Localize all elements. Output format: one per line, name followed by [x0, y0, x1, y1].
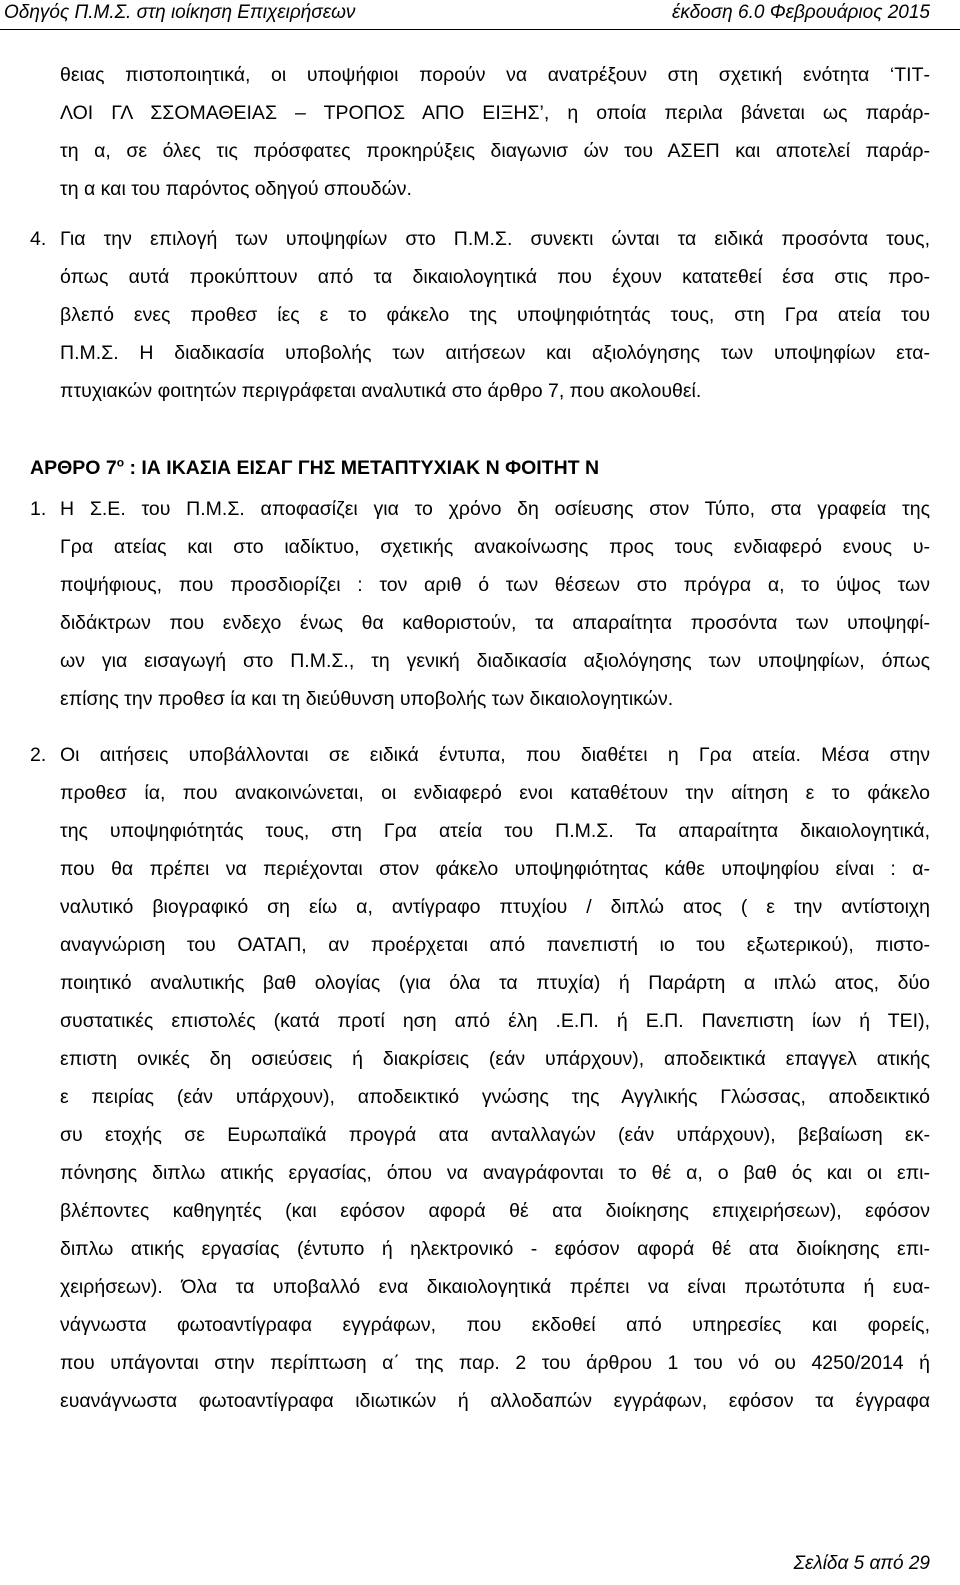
list-item-4 [30, 220, 930, 410]
text-line: ποιητικό αναλυτικής βαθ ολογίας (για όλα τα πτυχία) ή Παράρτη α ιπλώ ατος, δύο [60, 972, 930, 994]
text-line: ΛΟΙ ΓΛ ΣΣΟΜΑΘΕΙΑΣ – ΤΡΟΠΟΣ ΑΠΟ ΕΙΞΗΣ’, η οποία περιλα βάνεται ως παράρ- [60, 102, 930, 124]
text-line: χειρήσεων). Όλα τα υποβαλλό ενα δικαιολογητικά πρέπει να είναι πρωτότυπα ή ευα- [60, 1276, 930, 1298]
list-number: 1. [30, 498, 47, 520]
heading-article-number: ΑΡΘΡΟ 7 [30, 457, 117, 479]
text-line: που υπάγονται στην περίπτωση α΄ της παρ. 2 του άρθρου 1 του νό ου 4250/2014 ή [60, 1352, 930, 1374]
text-line: βλεπό ενες προθεσ ίες ε το φάκελο της υποψηφιότητάς τους, στη Γρα ατεία του [60, 304, 930, 326]
text-line: βλέποντες καθηγητές (και εφόσον αφορά θέ ατα διοίκησης επιχειρήσεων), εφόσον [60, 1200, 930, 1222]
text-line: Για την επιλογή των υποψηφίων στο Π.Μ.Σ. συνεκτι ώνται τα ειδικά προσόντα τους, [60, 228, 930, 250]
intro-paragraph [30, 56, 930, 208]
text-line: Π.Μ.Σ. Η διαδικασία υποβολής των αιτήσεων και αξιολόγησης των υποψηφίων ετα- [60, 342, 930, 364]
text-line: συ ετοχής σε Ευρωπαϊκά προγρά ατα ανταλλαγών (εάν υπάρχουν), βεβαίωση εκ- [60, 1124, 930, 1146]
text-line: νάγνωστα φωτοαντίγραφα εγγράφων, που εκδοθεί από υπηρεσίες και φορείς, [60, 1314, 930, 1336]
text-line: διδάκτρων που ενδεχο ένως θα καθοριστούν, τα απαραίτητα προσόντα των υποψηφί- [60, 612, 930, 634]
header-document-title: Οδηγός Π.Μ.Σ. στη ιοίκηση Επιχειρήσεων [4, 2, 356, 23]
heading-superscript: ο [116, 455, 125, 470]
list-item-1 [30, 490, 930, 718]
list-item-2 [30, 736, 930, 1420]
text-line: συστατικές επιστολές (κατά προτί ηση από έλη .Ε.Π. ή Ε.Π. Πανεπιστη ίων ή ΤΕΙ), [60, 1010, 930, 1032]
text-line: αναγνώριση του ΟΑΤΑΠ, αν προέρχεται από πανεπιστή ιο του εξωτερικού), πιστο- [60, 934, 930, 956]
heading-title: : ΙΑ ΙΚΑΣΙΑ ΕΙΣΑΓ ΓΗΣ ΜΕΤΑΠΤΥΧΙΑΚ Ν ΦΟΙΤΗΤ Ν [129, 457, 600, 479]
text-line: ων για εισαγωγή στο Π.Μ.Σ., τη γενική διαδικασία αξιολόγησης των υποψηφίων, όπως [60, 650, 930, 672]
list-number: 2. [30, 744, 47, 766]
list-number: 4. [30, 228, 47, 250]
text-line: ποψήφιους, που προσδιορίζει : τον αριθ ό των θέσεων στο πρόγρα α, το ύψος των [60, 574, 930, 596]
text-line: ε πειρίας (εάν υπάρχουν), αποδεικτικό γνώσης της Αγγλικής Γλώσσας, αποδεικτικό [60, 1086, 930, 1108]
text-line: ναλυτικό βιογραφικό ση είω α, αντίγραφο πτυχίου / διπλώ ατος ( ε την αντίστοιχη [60, 896, 930, 918]
text-line: Η Σ.Ε. του Π.Μ.Σ. αποφασίζει για το χρόνο δη οσίευσης στον Τύπο, στα γραφεία της [60, 498, 930, 520]
text-line: θειας πιστοποιητικά, οι υποψήφιοι πορούν να ανατρέξουν στη σχετική ενότητα ‘ΤΙΤ- [60, 64, 930, 86]
page-number: Σελίδα 5 από 29 [793, 1553, 930, 1574]
text-line: ευανάγνωστα φωτοαντίγραφα ιδιωτικών ή αλλοδαπών εγγράφων, εφόσον τα έγγραφα [60, 1390, 930, 1412]
text-line: που θα πρέπει να περιέχονται στον φάκελο υποψηφιότητας κάθε υποψηφίου είναι : α- [60, 858, 930, 880]
text-line: διπλω ατικής εργασίας (έντυπο ή ηλεκτρονικό - εφόσον αφορά θέ ατα διοίκησης επι- [60, 1238, 930, 1260]
header-edition: έκδοση 6.0 Φεβρουάριος 2015 [671, 2, 930, 23]
text-line: τη α, σε όλες τις πρόσφατες προκηρύξεις διαγωνισ ών του ΑΣΕΠ και αποτελεί παράρ- [60, 140, 930, 162]
text-line: τη α και του παρόντος οδηγού σπουδών. [60, 178, 412, 200]
text-line: προθεσ ία, που ανακοινώνεται, οι ενδιαφερό ενοι καταθέτουν την αίτηση ε το φάκελο [60, 782, 930, 804]
article-heading [30, 449, 930, 487]
text-line: επίσης την προθεσ ία και τη διεύθυνση υποβολής των δικαιολογητικών. [60, 688, 674, 710]
text-line: πόνησης διπλω ατικής εργασίας, όπου να αναγράφονται το θέ α, ο βαθ ός και οι επι- [60, 1162, 930, 1184]
text-line: Οι αιτήσεις υποβάλλονται σε ειδικά έντυπα, που διαθέτει η Γρα ατεία. Μέσα στην [60, 744, 930, 766]
text-line: πτυχιακών φοιτητών περιγράφεται αναλυτικά στο άρθρο 7, που ακολουθεί. [60, 380, 702, 402]
page-header [0, 0, 960, 30]
text-line: όπως αυτά προκύπτουν από τα δικαιολογητικά που έχουν κατατεθεί έσα στις προ- [60, 266, 930, 288]
document-body [30, 56, 930, 1420]
text-line: επιστη ονικές δη οσιεύσεις ή διακρίσεις (εάν υπάρχουν), αποδεικτικά επαγγελ ατικής [60, 1048, 930, 1070]
text-line: Γρα ατείας και στο ιαδίκτυο, σχετικής ανακοίνωσης προς τους ενδιαφερό ενους υ- [60, 536, 930, 558]
text-line: της υποψηφιότητάς τους, στη Γρα ατεία του Π.Μ.Σ. Τα απαραίτητα δικαιολογητικά, [60, 820, 930, 842]
